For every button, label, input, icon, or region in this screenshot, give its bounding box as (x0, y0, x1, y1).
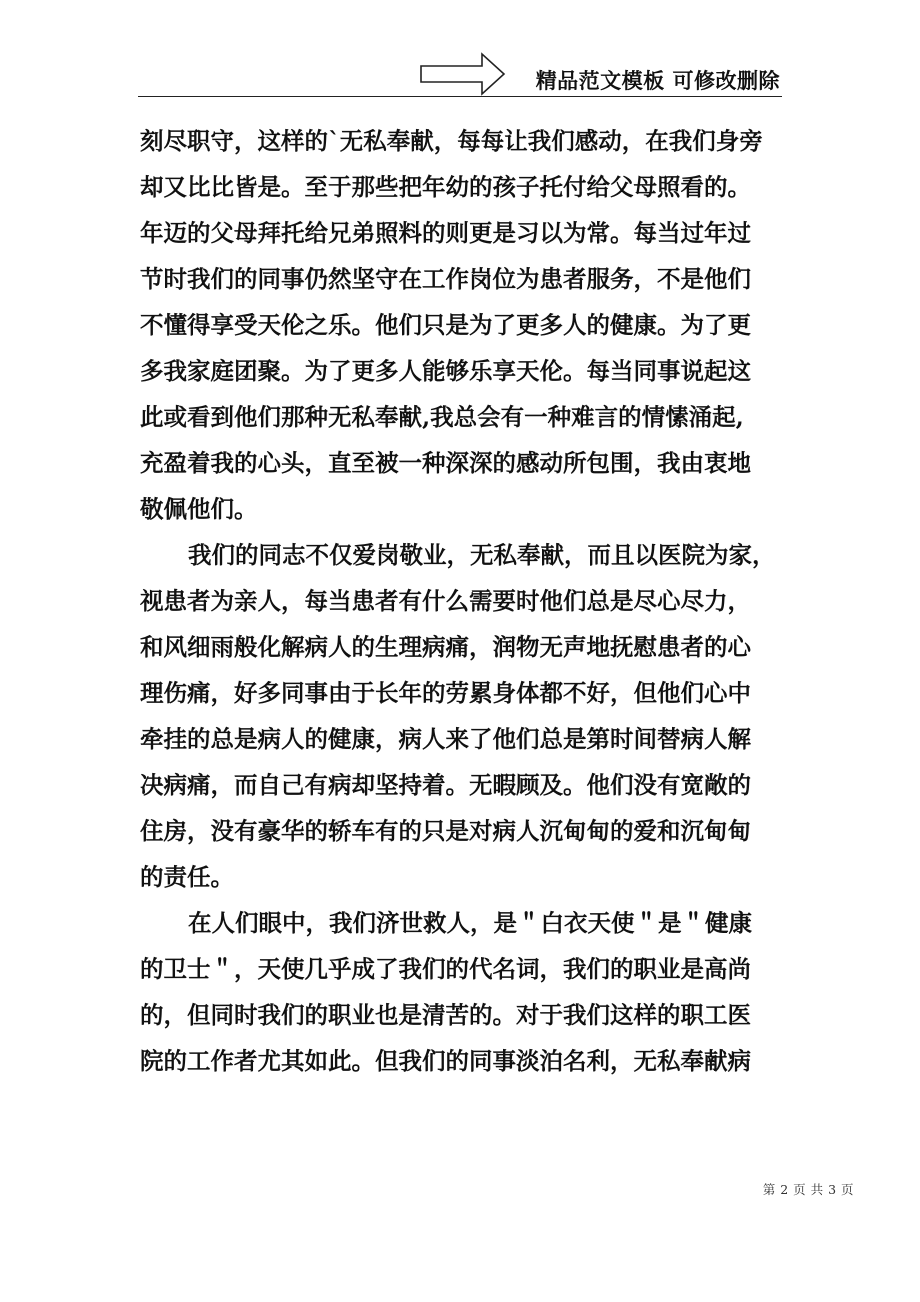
text-line: 理伤痛，好多同事由于长年的劳累身体都不好，但他们心中 (140, 679, 751, 707)
header-title: 精品范文模板 可修改删除 (535, 68, 780, 93)
text-line: 院的工作者尤其如此。但我们的同事淡泊名利，无私奉献病 (140, 1047, 751, 1075)
page-number: 第 2 页 共 3 页 (762, 1182, 854, 1197)
text-line: 住房，没有豪华的轿车有的只是对病人沉甸甸的爱和沉甸甸 (140, 817, 751, 845)
text-line: 却又比比皆是。至于那些把年幼的孩子托付给父母照看的。 (140, 173, 751, 201)
arrow-right-icon (420, 52, 506, 96)
text-line: 节时我们的同事仍然坚守在工作岗位为患者服务，不是他们 (140, 265, 751, 293)
text-line: 在人们眼中，我们济世救人，是＂白衣天使＂是＂健康 (188, 909, 752, 937)
text-line: 多我家庭团聚。为了更多人能够乐享天伦。每当同事说起这 (140, 357, 751, 385)
text-line: 此或看到他们那种无私奉献,我总会有一种难言的情愫涌起, (140, 403, 744, 431)
text-line: 充盈着我的心头，直至被一种深深的感动所包围，我由衷地 (140, 449, 751, 477)
text-line: 牵挂的总是病人的健康，病人来了他们总是第时间替病人解 (140, 725, 751, 753)
text-line: 和风细雨般化解病人的生理病痛，润物无声地抚慰患者的心 (140, 633, 751, 661)
text-line: 不懂得享受天伦之乐。他们只是为了更多人的健康。为了更 (140, 311, 751, 339)
text-line: 年迈的父母拜托给兄弟照料的则更是习以为常。每当过年过 (140, 219, 751, 247)
page-header (138, 50, 782, 97)
text-line: 决病痛，而自己有病却坚持着。无暇顾及。他们没有宽敞的 (140, 771, 751, 799)
text-line: 刻尽职守，这样的`无私奉献，每每让我们感动，在我们身旁 (140, 127, 763, 155)
text-line: 视患者为亲人，每当患者有什么需要时他们总是尽心尽力， (140, 587, 751, 615)
text-line: 的责任。 (140, 863, 234, 891)
text-line: 我们的同志不仅爱岗敬业，无私奉献，而且以医院为家， (188, 541, 776, 569)
text-line: 敬佩他们。 (140, 495, 258, 523)
text-line: 的，但同时我们的职业也是清苦的。对于我们这样的职工医 (140, 1001, 751, 1029)
text-line: 的卫士＂，天使几乎成了我们的代名词，我们的职业是高尚 (140, 955, 751, 983)
document-body (140, 118, 785, 1084)
